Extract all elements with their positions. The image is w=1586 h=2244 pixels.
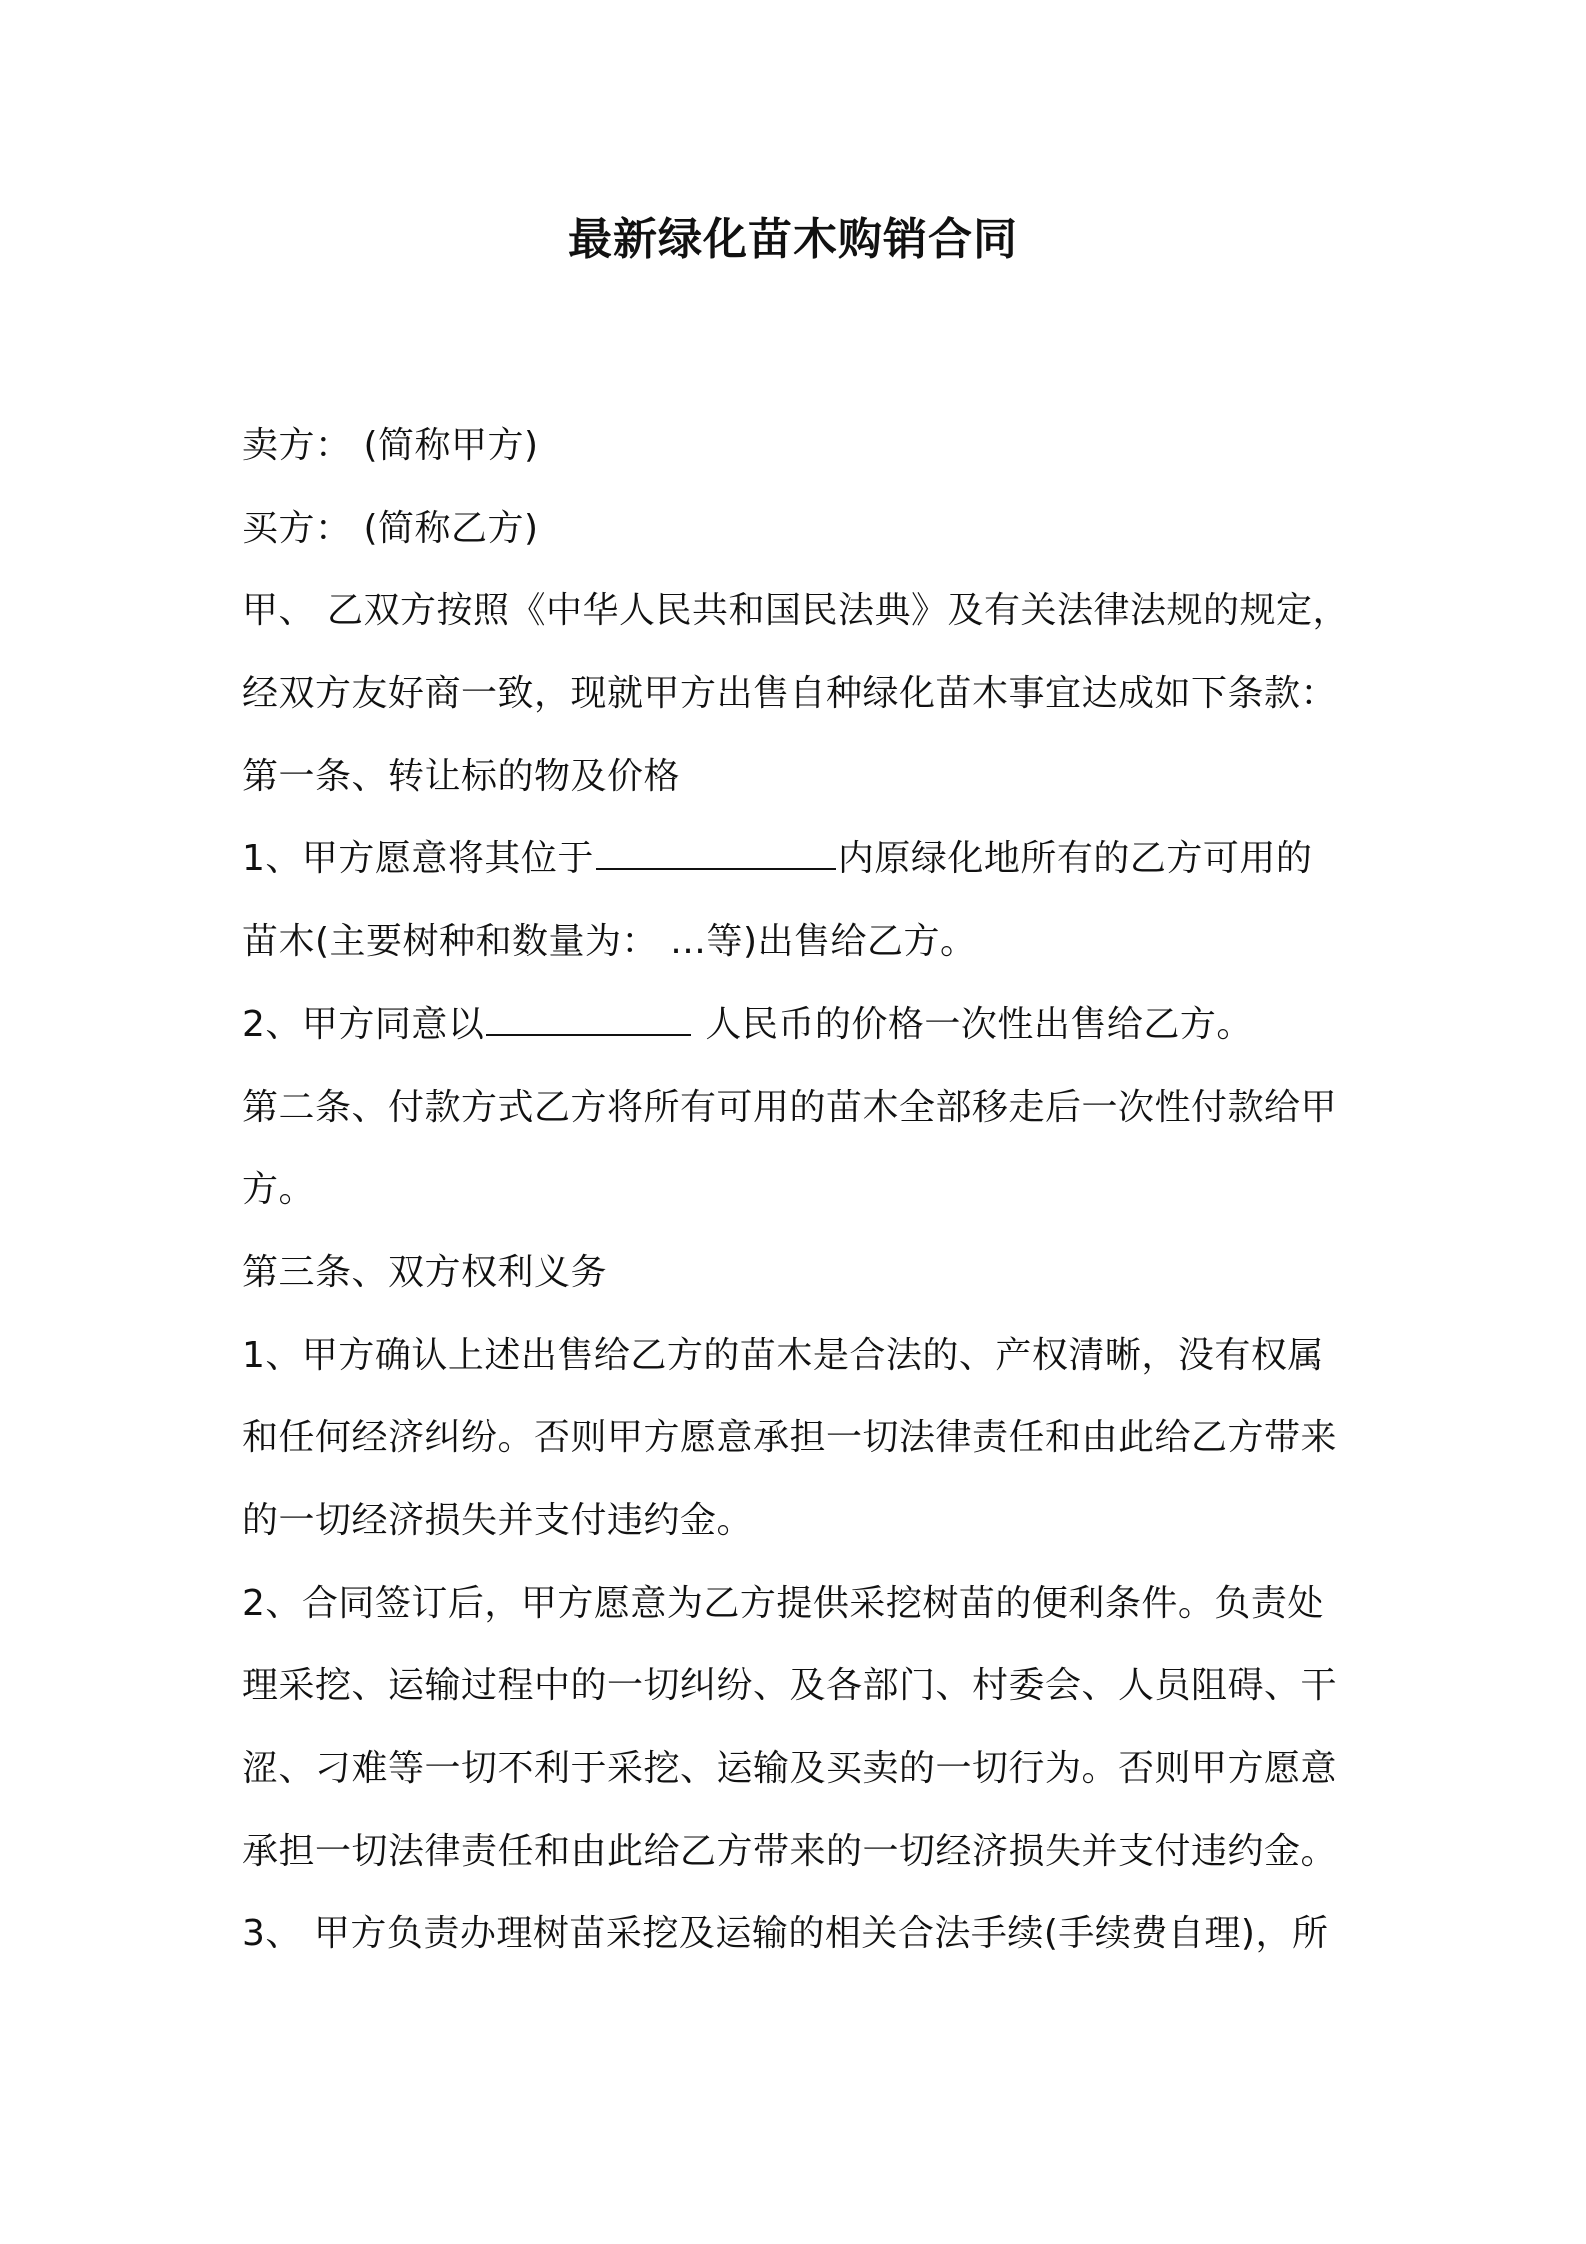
article-3-item-1-line-2: 和任何经济纠纷。否则甲方愿意承担一切法律责任和由此给乙方带来 [242,1417,1338,1459]
article-1-item-2-text-after: 人民币的价格一次性出售给乙方。 [693,1003,1253,1045]
price-blank-field [486,1002,691,1036]
article-1-item-2 [242,984,1362,1067]
article-1-item-1-continued: 苗木(主要树种和数量为： …等)出售给乙方。 [242,921,977,963]
preamble-line-1: 甲、 乙双方按照《中华人民共和国民法典》及有关法律法规的规定， [242,590,1349,632]
location-blank-field [596,836,836,870]
article-2-line-1: 第二条、付款方式乙方将所有可用的苗木全部移走后一次性付款给甲 [242,1086,1338,1128]
article-3-item-2-line-1: 2、合同签订后，甲方愿意为乙方提供采挖树苗的便利条件。负责处 [242,1582,1324,1624]
seller-line: 卖方： (简称甲方) [242,425,539,466]
article-1-heading: 第一条、转让标的物及价格 [242,755,681,797]
document-body [242,405,1362,1976]
article-1-item-2-text-before: 2、甲方同意以 [242,1003,485,1045]
article-3-item-2-line-3: 涩、刁难等一切不利于采挖、运输及买卖的一切行为。否则甲方愿意 [242,1748,1338,1789]
article-3-heading: 第三条、双方权利义务 [242,1251,608,1293]
article-3-item-3-line-1: 3、 甲方负责办理树苗采挖及运输的相关合法手续(手续费自理)，所 [242,1913,1329,1955]
article-3-item-1-line-1: 1、甲方确认上述出售给乙方的苗木是合法的、产权清晰，没有权属 [242,1334,1324,1376]
preamble-line-2: 经双方友好商一致，现就甲方出售自种绿化苗木事宜达成如下条款： [242,673,1338,715]
article-1-item-1 [242,818,1362,901]
article-3-item-2-line-4: 承担一切法律责任和由此给乙方带来的一切经济损失并支付违约金。 [242,1830,1338,1872]
buyer-line: 买方： (简称乙方) [242,507,539,549]
document-title: 最新绿化苗木购销合同 [568,214,1018,265]
article-1-item-1-text-after: 内原绿化地所有的乙方可用的 [837,838,1313,880]
article-1-item-1-text-before: 1、甲方愿意将其位于 [242,838,594,880]
article-3-item-1-line-3: 的一切经济损失并支付违约金。 [242,1499,754,1541]
article-2-line-2: 方。 [242,1169,316,1211]
article-3-item-2-line-2: 理采挖、运输过程中的一切纠纷、及各部门、村委会、人员阻碍、干 [242,1665,1338,1707]
